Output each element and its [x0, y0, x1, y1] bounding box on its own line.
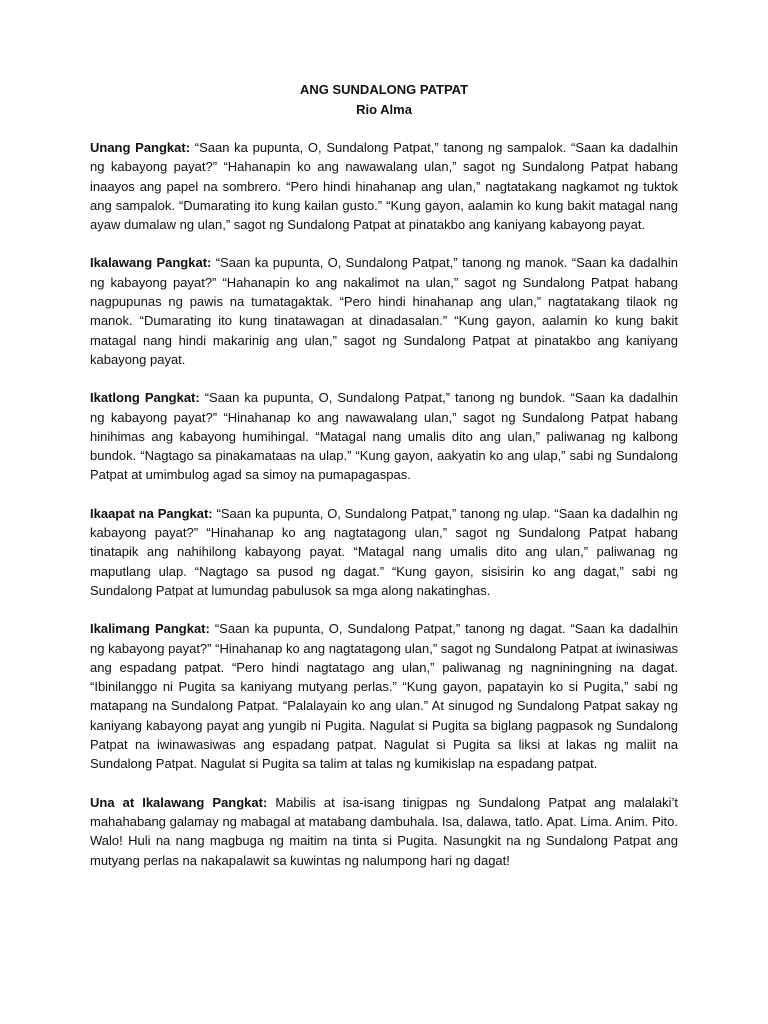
- paragraph-text: “Saan ka pupunta, O, Sundalong Patpat,” tanong ng bundok. “Saan ka dadalhin ng kabayong payat?” “Hinahanap ko ang nawawalang ulan,” sagot ng Sundalong Patpat habang hinihimas ang kabayong humihingal. “Matagal nang umalis dito ang ulan,” paliwanag ng kalbong bundok. “Nagtago sa pinakamataas na ulap.” “Kung gayon, aakyatin ko ang ulap,” sabi ng Sundalong Patpat at umimbulog agad sa simoy na pumapagaspas.: [90, 390, 678, 483]
- paragraph-text: “Saan ka pupunta, O, Sundalong Patpat,” tanong ng manok. “Saan ka dadalhin ng kabayong payat?” “Hahanapin ko ang nakalimot na ulan,” sagot ng Sundalong Patpat habang nagpupunas ng pawis na tumatagaktak. “Pero hindi hinahanap ang ulan,” nagtatakang tilaok ng manok. “Dumarating ito kung tinatawagan at dinadasalan.” “Kung gayon, aalamin ko kung bakit matagal nang hindi makarinig ang ulan,” sagot ng Sundalong Patpat at pinatakbo ang kaniyang kabayong payat.: [90, 255, 678, 367]
- speaker-label: Ikalawang Pangkat:: [90, 255, 212, 271]
- paragraph-ikatlong-pangkat: [90, 388, 678, 484]
- paragraph-una-at-ikalawang-pangkat: [90, 793, 678, 870]
- paragraph-ikalimang-pangkat: [90, 619, 678, 773]
- speaker-label: Ikalimang Pangkat:: [90, 621, 210, 637]
- paragraph-text: Mabilis at isa-isang tinigpas ng Sundalong Patpat ang malalaki’t mahahabang galamay ng mabagal at matabang dambuhala. Isa, dalawa, tatlo. Apat. Lima. Anim. Pito. Walo! Huli na nang magbuga ng maitim na tinta si Pugita. Nasungkit na ng Sundalong Patpat ang mutyang perlas na nakapalawit sa kuwintas ng nalumpong hari ng dagat!: [90, 794, 678, 868]
- paragraph-text: “Saan ka pupunta, O, Sundalong Patpat,” tanong ng ulap. “Saan ka dadalhin ng kabayong payat?” “Hinahanap ko ang nagtatagong ulan,” sagot ng Sundalong Patpat habang tinatapik ang nahihilong kabayong payat. “Matagal nang umalis dito ang ulan,” paliwanag ng maputlang ulap. “Nagtago sa pusod ng dagat.” “Kung gayon, sisisirin ko ang dagat,” sabi ng Sundalong Patpat at lumundag pabulusok sa mga along nakatinghas.: [90, 505, 678, 598]
- speaker-label: Una at Ikalawang Pangkat:: [90, 794, 268, 810]
- speaker-label: Unang Pangkat:: [90, 140, 191, 155]
- speaker-label: Ikaapat na Pangkat:: [90, 505, 213, 521]
- paragraph-ikaapat-na-pangkat: [90, 504, 678, 600]
- paragraph-text: “Saan ka pupunta, O, Sundalong Patpat,” tanong ng sampalok. “Saan ka dadalhin ng kabayong payat?” “Hahanapin ko ang nawawalang ulan,” sagot ng Sundalong Patpat habang inaayos ang papel na sombrero. “Pero hindi hinahanap ang ulan,” nagtatakang nagkamot ng tuktok ang sampalok. “Dumarating ito kung kailan gusto.” “Kung gayon, aalamin ko kung bakit matagal nang ayaw dumalaw ng ulan,” sagot ng Sundalong Patpat at pinatakbo ang kaniyang kabayong payat.: [90, 140, 678, 233]
- paragraph-text: “Saan ka pupunta, O, Sundalong Patpat,” tanong ng dagat. “Saan ka dadalhin ng kabayong payat?” “Hinahanap ko ang nagtatagong ulan,” sagot ng Sundalong Patpat at iwinasiwas ang espadang patpat. “Pero hindi nagtatago ang ulan,” paliwanag ng nagniningning na dagat. “Ibinilanggo ni Pugita sa kaniyang mutyang perlas.” “Kung gayon, papatayin ko si Pugita,” sabi ng matapang na Sundalong Patpat. “Palalayain ko ang ulan.” At sinugod ng Sundalong Patpat sakay ng kaniyang kabayong payat ang yungib ni Pugita. Nagulat si Pugita sa biglang pagpasok ng Sundalong Patpat na iwinawasiwas ang espadang patpat. Nagulat si Pugita sa liksi at lakas ng maliit na Sundalong Patpat. Nagulat si Pugita sa talim at talas ng kumikislap na espadang patpat.: [90, 621, 678, 772]
- speaker-label: Ikatlong Pangkat:: [90, 390, 200, 406]
- document-title: ANG SUNDALONG PATPAT: [299, 82, 469, 97]
- paragraph-unang-pangkat: [90, 138, 678, 234]
- paragraph-ikalawang-pangkat: [90, 253, 678, 369]
- document-author: Rio Alma: [356, 102, 412, 117]
